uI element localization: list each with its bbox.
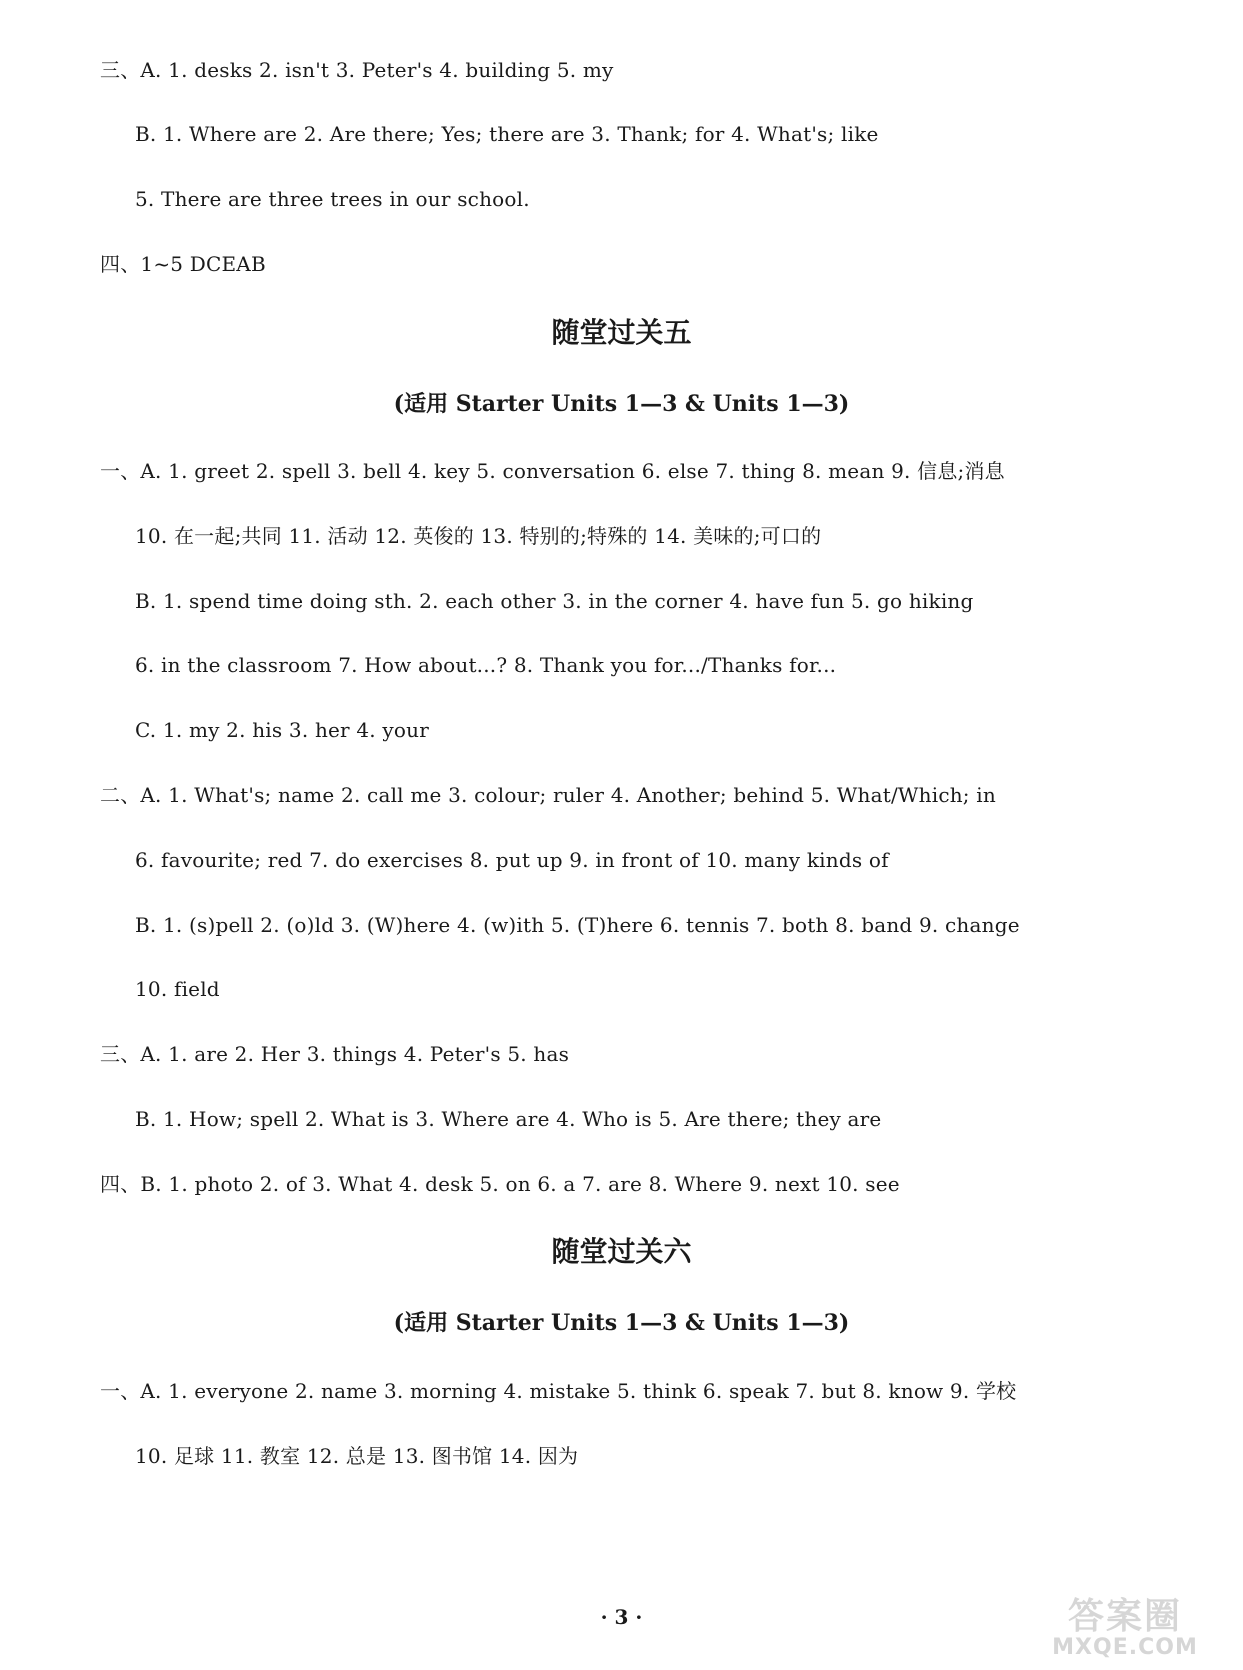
watermark-bottom: MXQE.COM [1052,1635,1198,1660]
answer-line: 四、B. 1. photo 2. of 3. What 4. desk 5. on 6. a 7. are 8. Where 9. next 10. see [100,1172,900,1196]
answer-line: C. 1. my 2. his 3. her 4. your [135,718,429,742]
answer-line: B. 1. Where are 2. Are there; Yes; there are 3. Thank; for 4. What's; like [135,122,879,146]
answer-line: 二、A. 1. What's; name 2. call me 3. colour; ruler 4. Another; behind 5. What/Which; in [100,783,996,807]
answer-line: 10. 足球 11. 教室 12. 总是 13. 图书馆 14. 因为 [135,1444,579,1468]
answer-line: 三、A. 1. desks 2. isn't 3. Peter's 4. building 5. my [100,58,614,82]
watermark-top: 答案圈 [1067,1596,1182,1637]
watermark-logo [1025,1598,1225,1662]
answer-line: 一、A. 1. everyone 2. name 3. morning 4. mistake 5. think 6. speak 7. but 8. know 9. 学校 [100,1379,1017,1403]
answer-line: B. 1. How; spell 2. What is 3. Where are 4. Who is 5. Are there; they are [135,1107,882,1131]
section-subtitle: (适用 Starter Units 1—3 & Units 1—3) [393,391,850,417]
page-number: · 3 · [600,1605,643,1629]
answer-line: 四、1~5 DCEAB [100,252,266,276]
answer-line: 三、A. 1. are 2. Her 3. things 4. Peter's 5. has [100,1042,570,1066]
section-title: 随堂过关五 [551,316,692,349]
answer-line: 5. There are three trees in our school. [135,187,530,211]
section-subtitle: (适用 Starter Units 1—3 & Units 1—3) [393,1310,850,1336]
answer-line: 一、A. 1. greet 2. spell 3. bell 4. key 5. conversation 6. else 7. thing 8. mean 9. 信息;消息 [100,459,1005,483]
answer-line: 6. favourite; red 7. do exercises 8. put up 9. in front of 10. many kinds of [135,848,889,872]
section-title: 随堂过关六 [551,1235,692,1268]
answer-line: 6. in the classroom 7. How about...? 8. Thank you for.../Thanks for... [135,653,837,677]
answer-line: B. 1. (s)pell 2. (o)ld 3. (W)here 4. (w)ith 5. (T)here 6. tennis 7. both 8. band 9. change [135,913,1020,937]
answer-line: 10. 在一起;共同 11. 活动 12. 英俊的 13. 特别的;特殊的 14. 美味的;可口的 [135,524,822,548]
answer-line: 10. field [135,977,220,1001]
answer-line: B. 1. spend time doing sth. 2. each other 3. in the corner 4. have fun 5. go hiking [135,589,974,613]
